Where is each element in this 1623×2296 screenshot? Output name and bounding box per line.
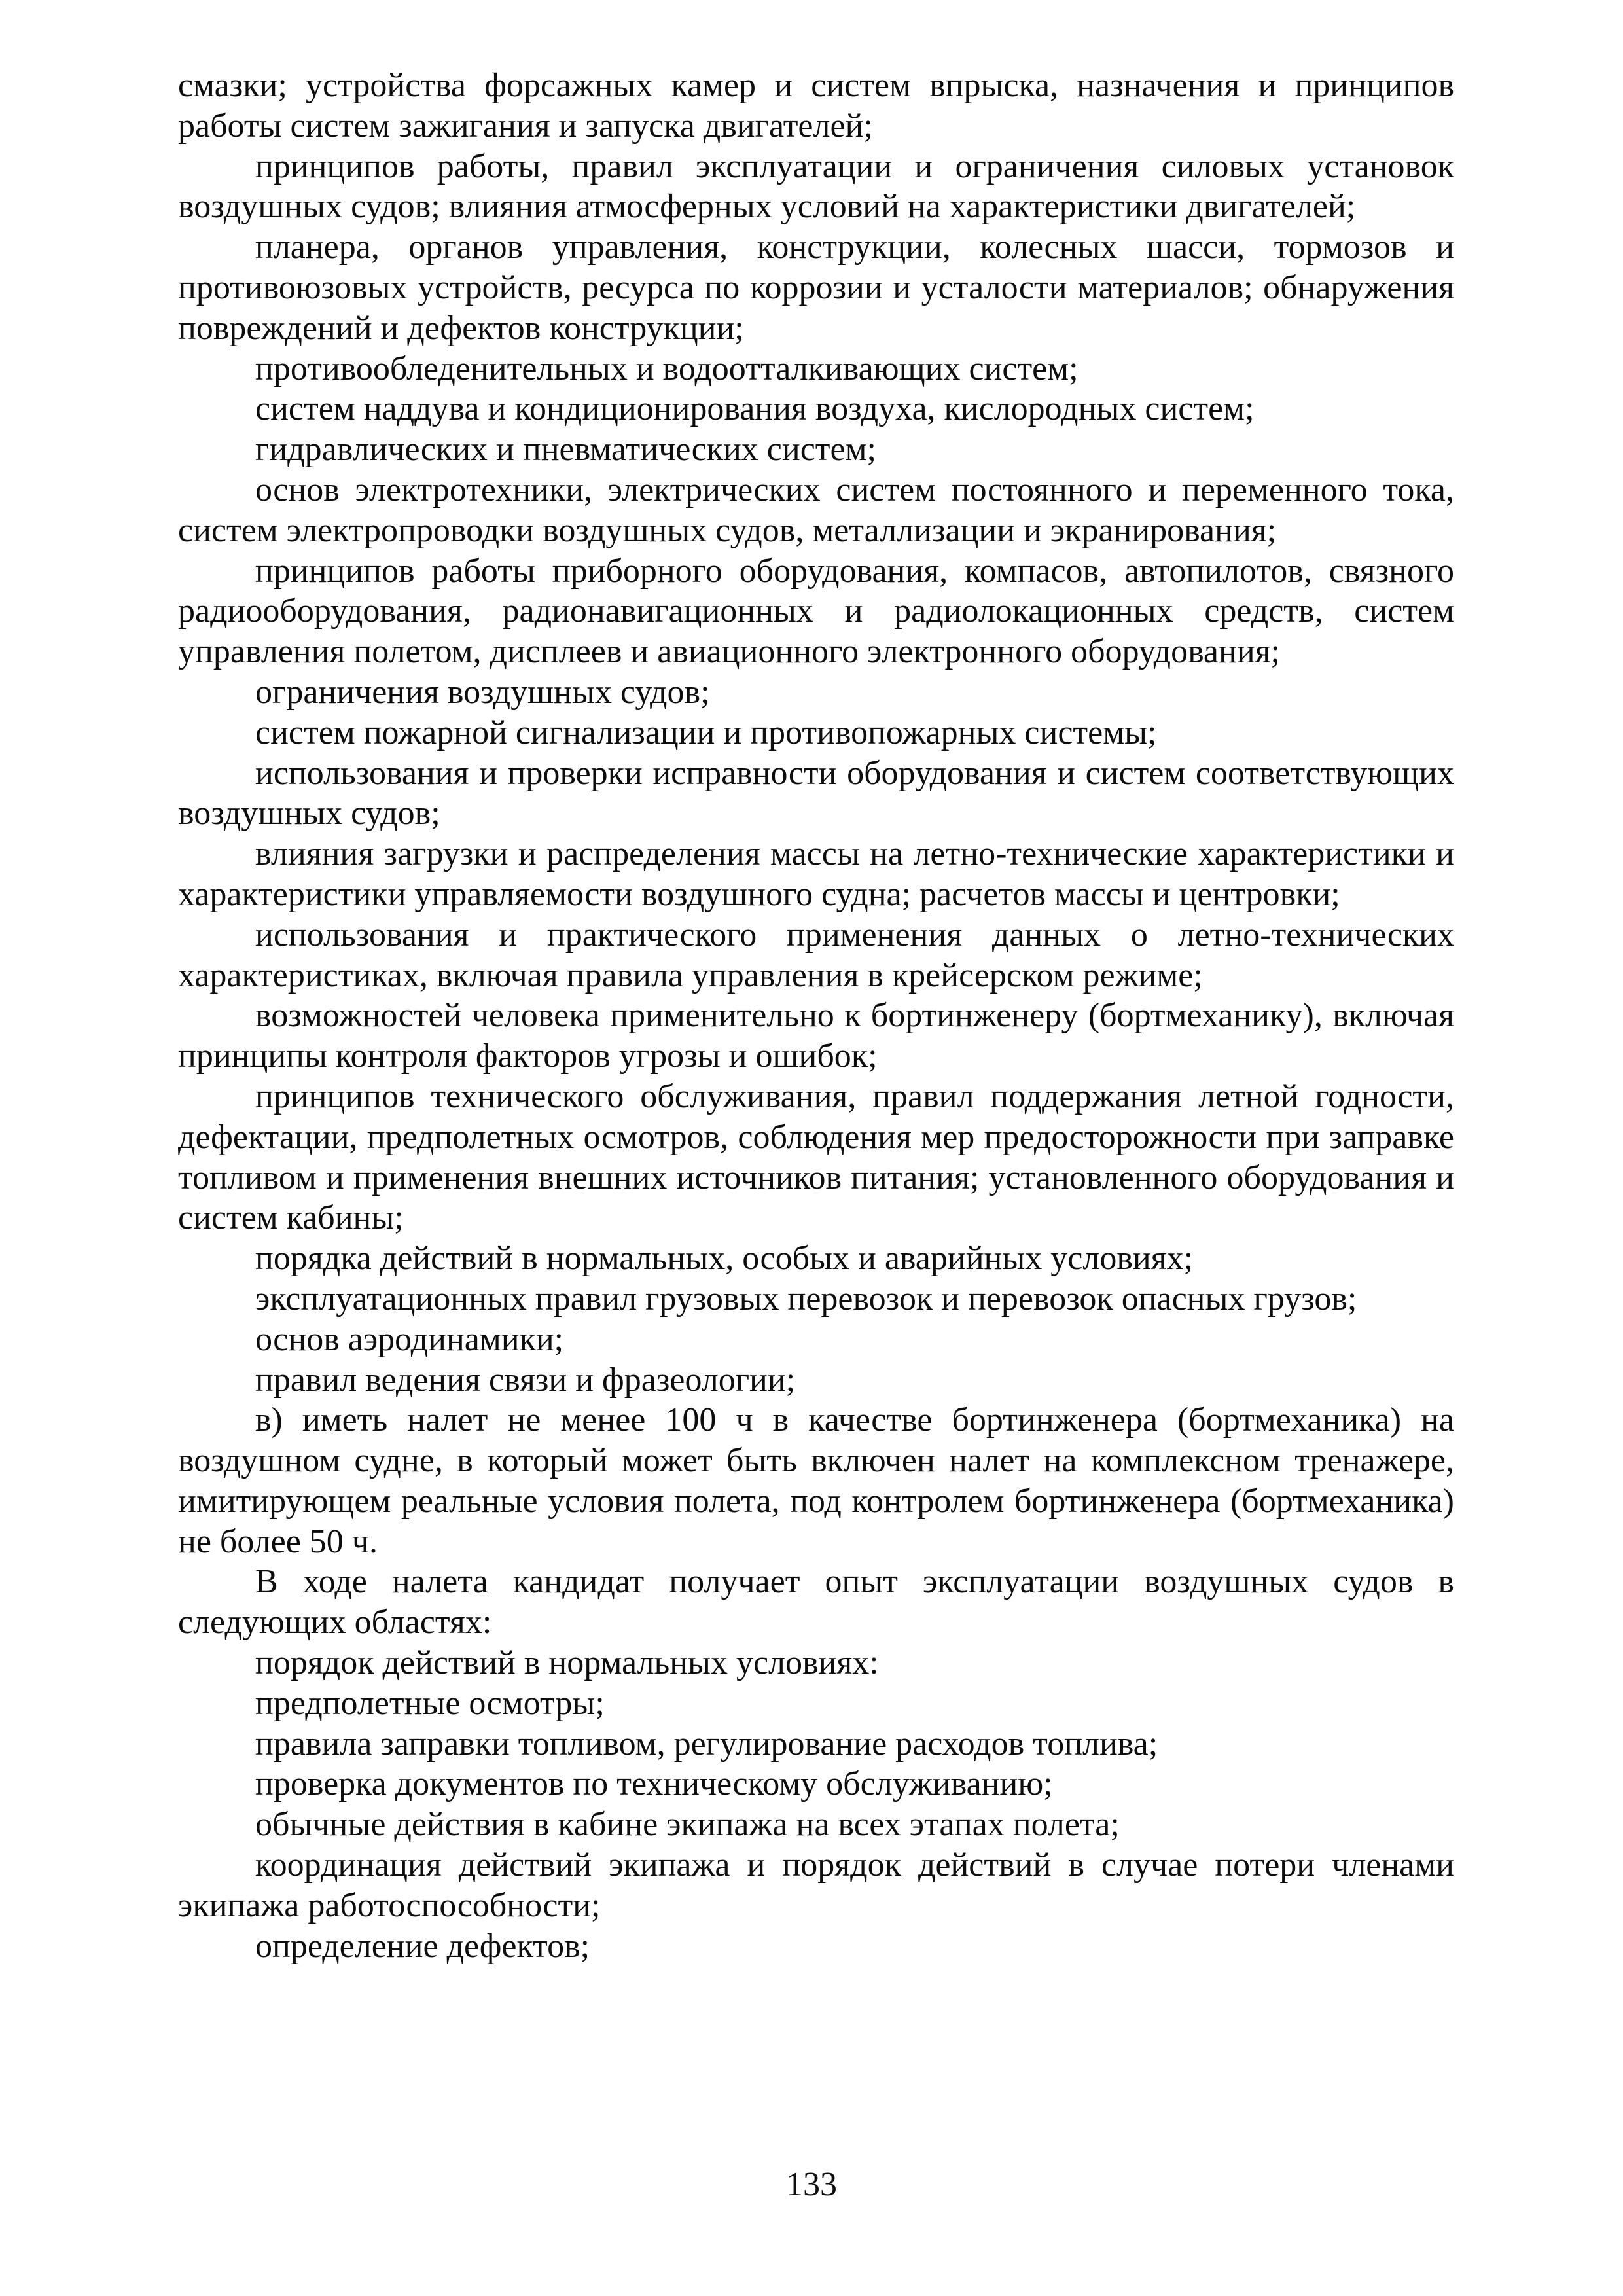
paragraph: смазки; устройства форсажных камер и систем впрыска, назначения и принципов работы систем зажигания и запуска двигателей; bbox=[178, 67, 1454, 145]
paragraph: проверка документов по техническому обслуживанию; bbox=[255, 1765, 1053, 1803]
paragraph: принципов работы, правил эксплуатации и ограничения силовых установок воздушных судов; влияния атмосферных условий на характеристики двигателей; bbox=[178, 147, 1454, 226]
paragraph: эксплуатационных правил грузовых перевозок и перевозок опасных грузов; bbox=[255, 1280, 1357, 1318]
page-number: 133 bbox=[786, 2166, 837, 2203]
paragraph: предполетные осмотры; bbox=[255, 1684, 605, 1722]
paragraph: порядок действий в нормальных условиях: bbox=[255, 1644, 879, 1682]
paragraph: влияния загрузки и распределения массы на летно-технические характеристики и характеристики управляемости воздушного судна; расчетов массы и центровки; bbox=[178, 835, 1454, 913]
paragraph: В ходе налета кандидат получает опыт эксплуатации воздушных судов в следующих областях: bbox=[178, 1563, 1454, 1641]
paragraph: использования и практического применения данных о летно-технических характеристиках, включая правила управления в крейсерском режиме; bbox=[178, 916, 1454, 994]
paragraph: координация действий экипажа и порядок действий в случае потери членами экипажа работоспособности; bbox=[178, 1846, 1454, 1924]
paragraph: планера, органов управления, конструкции, колесных шасси, тормозов и противоюзовых устройств, ресурса по коррозии и усталости материалов; обнаружения повреждений и дефектов конструкции; bbox=[178, 228, 1454, 347]
paragraph: гидравлических и пневматических систем; bbox=[255, 431, 876, 469]
paragraph: систем пожарной сигнализации и противопожарных системы; bbox=[255, 713, 1157, 751]
paragraph: порядка действий в нормальных, особых и аварийных условиях; bbox=[255, 1240, 1194, 1278]
paragraph: в) иметь налет не менее 100 ч в качестве бортинженера (бортмеханика) на воздушном судне, в который может быть включен налет на комплексном тренажере, имитирующем реальные условия полета, под контролем бортинженера (бортмеханика) не более 50 ч. bbox=[178, 1401, 1454, 1560]
paragraph: правила заправки топливом, регулирование расходов топлива; bbox=[255, 1725, 1158, 1763]
body-text bbox=[178, 65, 1454, 1966]
paragraph: противообледенительных и водоотталкивающих систем; bbox=[255, 350, 1079, 387]
paragraph: принципов технического обслуживания, правил поддержания летной годности, дефектации, предполетных осмотров, соблюдения мер предосторожности при заправке топливом и применения внешних источников питания; установленного оборудования и систем кабины; bbox=[178, 1077, 1454, 1237]
paragraph: ограничения воздушных судов; bbox=[255, 673, 710, 711]
paragraph: обычные действия в кабине экипажа на всех этапах полета; bbox=[255, 1806, 1120, 1844]
paragraph: определение дефектов; bbox=[255, 1927, 590, 1965]
paragraph: основ аэродинамики; bbox=[255, 1320, 564, 1358]
paragraph: правил ведения связи и фразеологии; bbox=[255, 1361, 796, 1399]
paragraph: принципов работы приборного оборудования, компасов, автопилотов, связного радиооборудования, радионавигационных и радиолокационных средств, систем управления полетом, дисплеев и авиационного электронного оборудования; bbox=[178, 552, 1454, 671]
paragraph: систем наддува и кондиционирования воздуха, кислородных систем; bbox=[255, 390, 1255, 428]
paragraph: использования и проверки исправности оборудования и систем соответствующих воздушных судов; bbox=[178, 754, 1454, 833]
paragraph: возможностей человека применительно к бортинженеру (бортмеханику), включая принципы контроля факторов угрозы и ошибок; bbox=[178, 997, 1454, 1075]
paragraph: основ электротехники, электрических систем постоянного и переменного тока, систем электропроводки воздушных судов, металлизации и экранирования; bbox=[178, 471, 1454, 549]
